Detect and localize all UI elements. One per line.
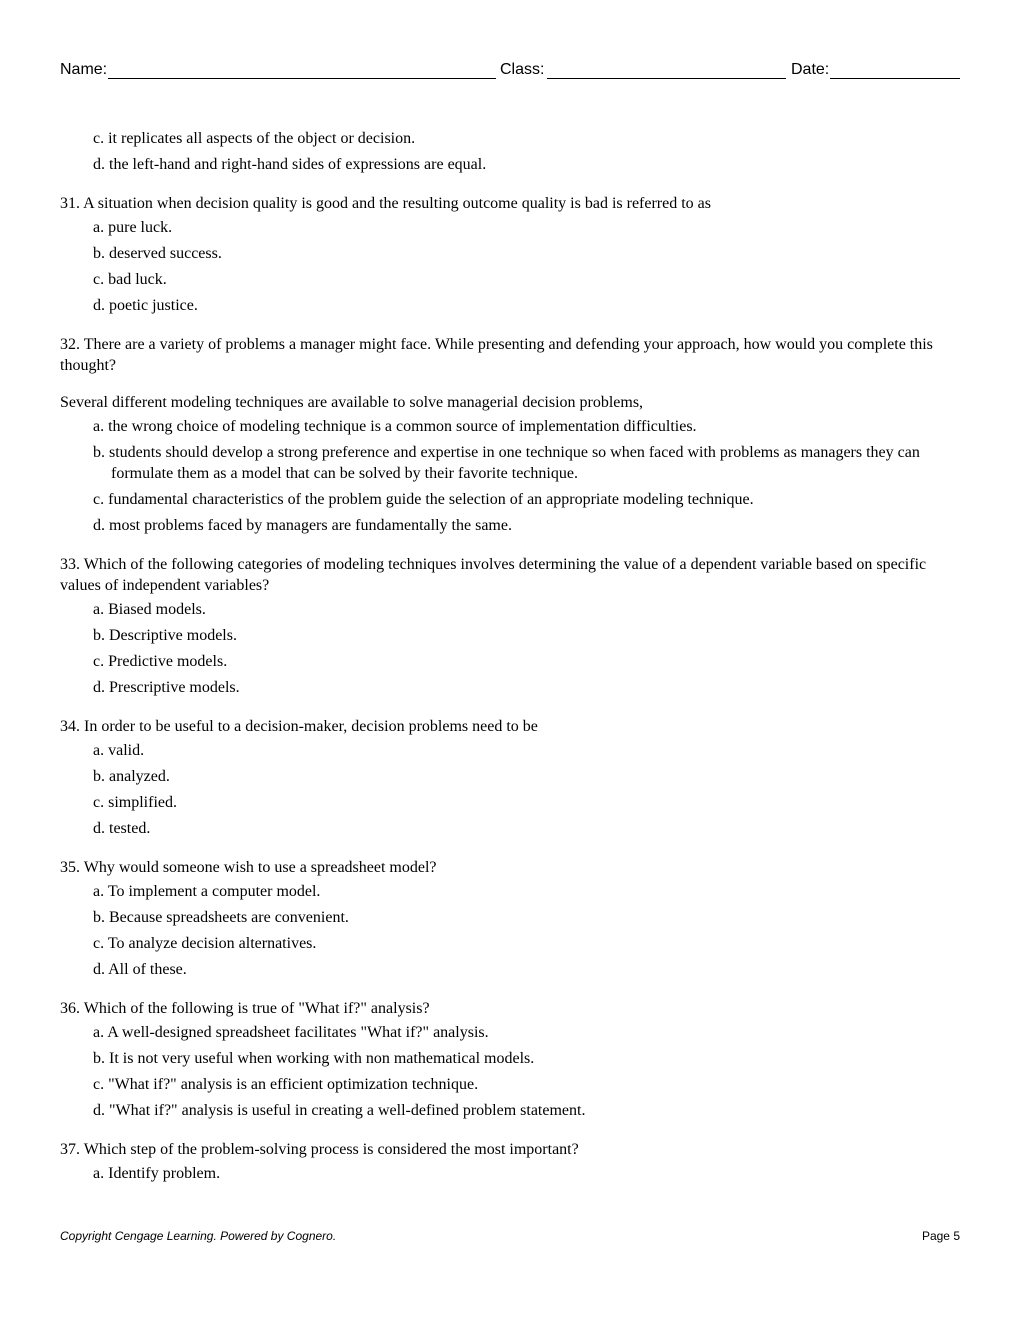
question-32 <box>60 334 960 536</box>
question-stem: 35. Why would someone wish to use a spreadsheet model? <box>60 859 437 876</box>
question-33 <box>60 554 960 698</box>
answer-option: b. Because spreadsheets are convenient. <box>93 909 349 926</box>
name-label: Name: <box>60 61 108 78</box>
answer-option: a. pure luck. <box>93 219 173 236</box>
answer-option: a. A well-designed spreadsheet facilitates "What if?" analysis. <box>93 1024 489 1041</box>
continued-options <box>60 128 960 175</box>
answer-option: d. most problems faced by managers are fundamentally the same. <box>93 517 512 534</box>
answer-option: c. it replicates all aspects of the object or decision. <box>93 130 416 147</box>
student-info-header <box>60 58 960 82</box>
answer-option: b. Descriptive models. <box>93 627 237 644</box>
date-blank-line <box>830 78 960 79</box>
copyright-notice: Copyright Cengage Learning. Powered by Cognero. <box>60 1229 337 1243</box>
answer-option: d. All of these. <box>93 961 187 978</box>
answer-option: b. analyzed. <box>93 768 170 785</box>
question-stem: 31. A situation when decision quality is good and the resulting outcome quality is bad is referred to as <box>60 195 711 212</box>
page-footer <box>60 1229 960 1245</box>
answer-option: a. To implement a computer model. <box>93 883 321 900</box>
question-36 <box>60 998 960 1121</box>
answer-option: a. valid. <box>93 742 145 759</box>
answer-option: c. simplified. <box>93 794 177 811</box>
answer-option: d. the left-hand and right-hand sides of expressions are equal. <box>93 156 487 173</box>
question-31 <box>60 193 960 316</box>
answer-option: d. poetic justice. <box>93 297 198 314</box>
answer-option: b. students should develop a strong preference and expertise in one technique so when faced with problems as managers they can formulate them as a model that can be solved by their favorite technique. <box>93 444 920 482</box>
answer-option: b. It is not very useful when working with non mathematical models. <box>93 1050 535 1067</box>
answer-option: c. To analyze decision alternatives. <box>93 935 317 952</box>
question-stem: 37. Which step of the problem-solving process is considered the most important? <box>60 1141 579 1158</box>
question-35 <box>60 857 960 980</box>
class-label: Class: <box>500 61 545 78</box>
answer-option: c. Predictive models. <box>93 653 228 670</box>
question-34 <box>60 716 960 839</box>
answer-option: d. tested. <box>93 820 151 837</box>
class-blank-line <box>547 78 786 79</box>
name-blank-line <box>108 78 496 79</box>
question-list <box>60 128 960 1189</box>
answer-option: d. Prescriptive models. <box>93 679 240 696</box>
answer-option: c. bad luck. <box>93 271 167 288</box>
question-stem: 33. Which of the following categories of modeling techniques involves determining the value of a dependent variable based on specific values of independent variables? <box>60 556 927 594</box>
answer-option: a. the wrong choice of modeling technique is a common source of implementation difficulties. <box>93 418 697 435</box>
answer-option: c. "What if?" analysis is an efficient optimization technique. <box>93 1076 479 1093</box>
question-stem: 36. Which of the following is true of "What if?" analysis? <box>60 1000 430 1017</box>
question-stem: 32. There are a variety of problems a manager might face. While presenting and defending your approach, how would you complete this thought? <box>60 336 933 374</box>
answer-option: d. "What if?" analysis is useful in creating a well-defined problem statement. <box>93 1102 586 1119</box>
answer-option: c. fundamental characteristics of the problem guide the selection of an appropriate modeling technique. <box>93 491 754 508</box>
date-label: Date: <box>791 61 830 78</box>
answer-option: b. deserved success. <box>93 245 222 262</box>
question-stem: 34. In order to be useful to a decision-maker, decision problems need to be <box>60 718 538 735</box>
question-stem-continuation: Several different modeling techniques are available to solve managerial decision problems, <box>60 394 644 411</box>
answer-option: a. Biased models. <box>93 601 206 618</box>
answer-option: a. Identify problem. <box>93 1165 221 1182</box>
question-37 <box>60 1139 960 1184</box>
page-number: Page 5 <box>921 1229 960 1243</box>
